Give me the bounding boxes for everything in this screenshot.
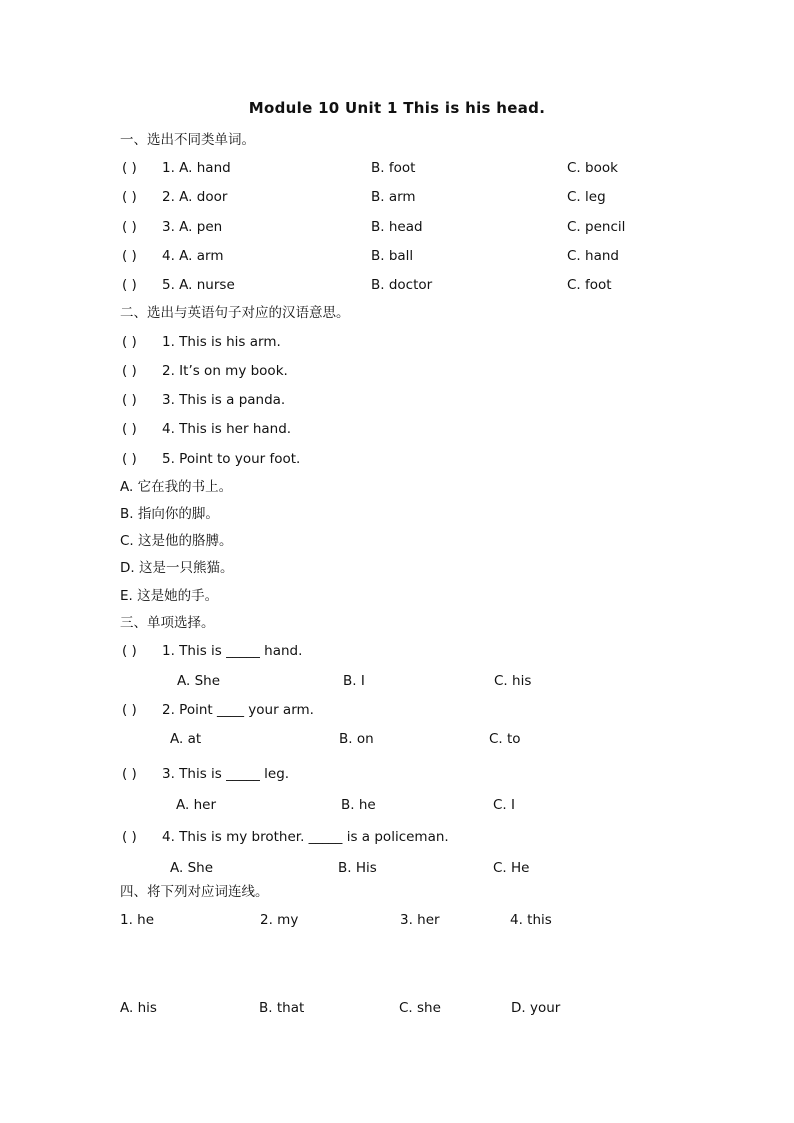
s1-q3-option-c: C. pencil — [567, 219, 626, 235]
s1-q5-option-a: 5. A. nurse — [162, 277, 235, 293]
s1-q5-option-b: B. doctor — [371, 277, 433, 293]
section-4-heading: 四、将下列对应词连线。 — [120, 884, 269, 900]
s3-q2-text: 2. Point ____ your arm. — [162, 702, 314, 718]
s1-q3-option-a: 3. A. pen — [162, 219, 223, 235]
s3-q4-option-c: C. He — [493, 860, 530, 876]
s2-q2-text: 2. It’s on my book. — [162, 363, 288, 379]
s1-q2-paren: ( ) — [122, 189, 137, 205]
s4-bottom-word-c: C. she — [399, 1000, 441, 1016]
s3-q2-option-b: B. on — [339, 731, 374, 747]
s1-q1-paren: ( ) — [122, 160, 137, 176]
s2-option-a: A. 它在我的书上。 — [120, 479, 233, 495]
s4-top-word-2: 2. my — [260, 912, 299, 928]
s3-q1-option-b: B. I — [343, 673, 365, 689]
section-1-heading: 一、选出不同类单词。 — [120, 132, 255, 148]
s2-option-e: E. 这是她的手。 — [120, 588, 219, 604]
s4-bottom-word-d: D. your — [511, 1000, 561, 1016]
s3-q4-text: 4. This is my brother. _____ is a policeman. — [162, 829, 449, 845]
s2-q2-paren: ( ) — [122, 363, 137, 379]
s1-q3-paren: ( ) — [122, 219, 137, 235]
s1-q1-option-c: C. book — [567, 160, 618, 176]
s2-q3-text: 3. This is a panda. — [162, 392, 286, 408]
s4-bottom-word-a: A. his — [120, 1000, 157, 1016]
s3-q1-option-a: A. She — [177, 673, 221, 689]
s1-q5-option-c: C. foot — [567, 277, 612, 293]
s3-q2-option-c: C. to — [489, 731, 521, 747]
s1-q1-option-a: 1. A. hand — [162, 160, 231, 176]
s2-q4-paren: ( ) — [122, 421, 137, 437]
s2-q1-paren: ( ) — [122, 334, 137, 350]
s3-q4-option-b: B. His — [338, 860, 377, 876]
s3-q3-text: 3. This is _____ leg. — [162, 766, 290, 782]
s2-option-b: B. 指向你的脚。 — [120, 506, 219, 522]
s4-top-word-1: 1. he — [120, 912, 155, 928]
s2-option-c: C. 这是他的胳膊。 — [120, 533, 233, 549]
s2-q1-text: 1. This is his arm. — [162, 334, 281, 350]
s1-q2-option-b: B. arm — [371, 189, 416, 205]
s2-q3-paren: ( ) — [122, 392, 137, 408]
section-2-heading: 二、选出与英语句子对应的汉语意思。 — [120, 305, 350, 321]
s4-bottom-word-b: B. that — [259, 1000, 305, 1016]
s1-q4-option-b: B. ball — [371, 248, 414, 264]
s3-q2-option-a: A. at — [170, 731, 202, 747]
s3-q3-paren: ( ) — [122, 766, 137, 782]
s2-q4-text: 4. This is her hand. — [162, 421, 292, 437]
s3-q3-option-a: A. her — [176, 797, 216, 813]
s3-q3-option-b: B. he — [341, 797, 376, 813]
s4-top-word-3: 3. her — [400, 912, 440, 928]
s3-q1-option-c: C. his — [494, 673, 532, 689]
s3-q4-option-a: A. She — [170, 860, 214, 876]
section-3-heading: 三、单项选择。 — [120, 615, 215, 631]
page-title: Module 10 Unit 1 This is his head. — [248, 99, 546, 117]
s1-q4-paren: ( ) — [122, 248, 137, 264]
s1-q4-option-a: 4. A. arm — [162, 248, 224, 264]
s3-q1-paren: ( ) — [122, 643, 137, 659]
s3-q2-paren: ( ) — [122, 702, 137, 718]
s3-q4-paren: ( ) — [122, 829, 137, 845]
s1-q1-option-b: B. foot — [371, 160, 416, 176]
s4-top-word-4: 4. this — [510, 912, 552, 928]
s1-q3-option-b: B. head — [371, 219, 423, 235]
s2-q5-text: 5. Point to your foot. — [162, 451, 301, 467]
s1-q2-option-a: 2. A. door — [162, 189, 228, 205]
s3-q3-option-c: C. I — [493, 797, 515, 813]
s2-option-d: D. 这是一只熊猫。 — [120, 560, 234, 576]
s3-q1-text: 1. This is _____ hand. — [162, 643, 303, 659]
s1-q4-option-c: C. hand — [567, 248, 619, 264]
s1-q5-paren: ( ) — [122, 277, 137, 293]
s2-q5-paren: ( ) — [122, 451, 137, 467]
s1-q2-option-c: C. leg — [567, 189, 606, 205]
